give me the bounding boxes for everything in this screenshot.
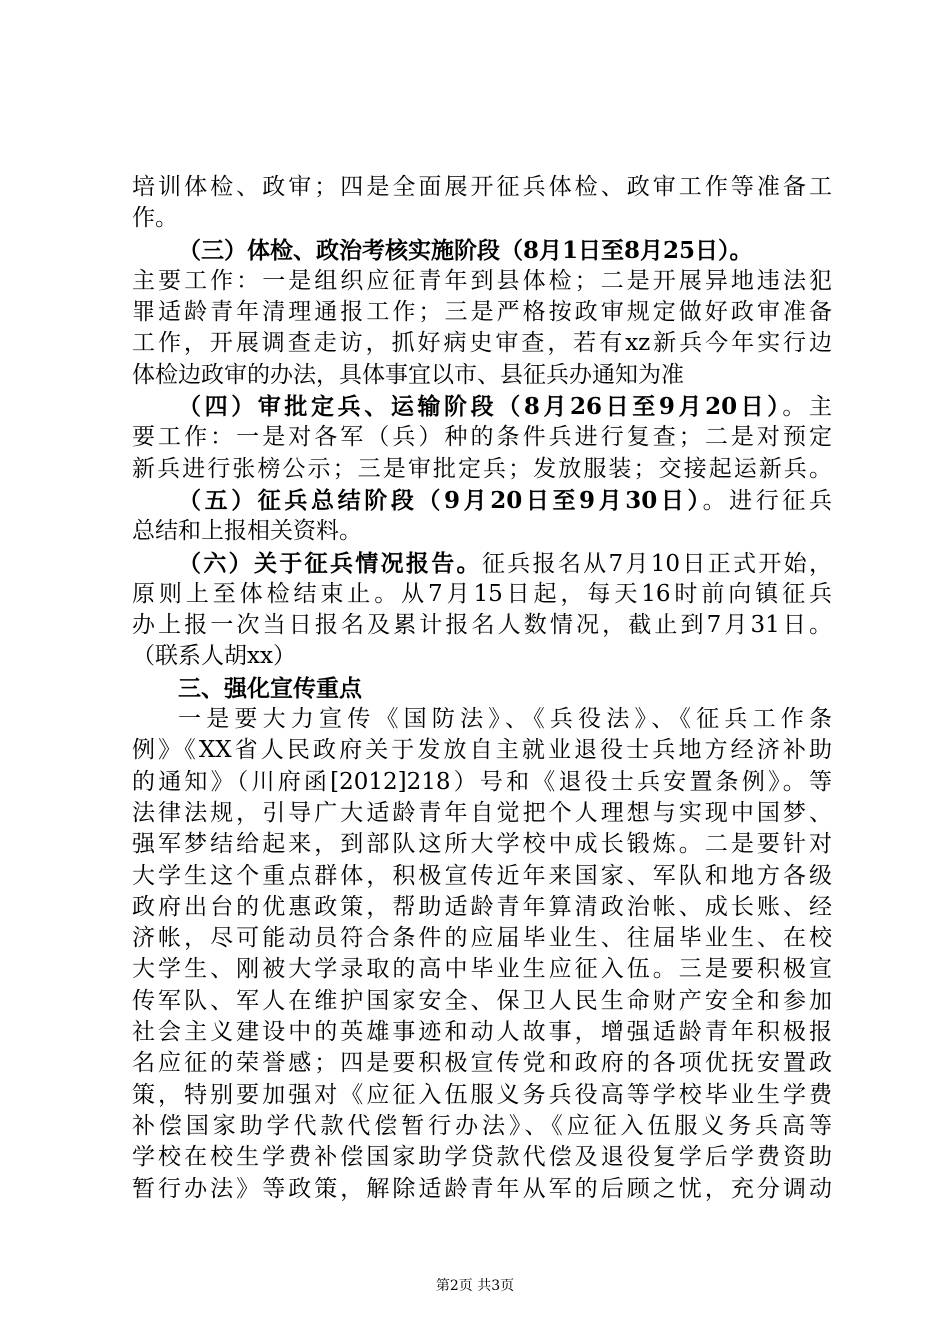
text-line xyxy=(132,1017,832,1048)
text-line xyxy=(132,235,832,266)
line-text: 征兵报名从7月10日正式开始， xyxy=(481,550,832,577)
text-line xyxy=(132,172,832,203)
text-line xyxy=(132,266,832,297)
line-text: 法律法规，引导广大适龄青年自觉把个人理想与实现中国梦、 xyxy=(132,799,832,826)
line-text: 暂行办法》等政策，解除适龄青年从军的后顾之忧，充分调动 xyxy=(132,1175,832,1202)
line-text: 作。 xyxy=(132,205,178,232)
line-text: 学校在校生学费补偿国家助学贷款代偿及退役复学后学费资助 xyxy=(132,1144,832,1171)
text-line xyxy=(132,579,832,610)
line-text: 新兵进行张榜公示；三是审批定兵；发放服装；交接起运新兵。 xyxy=(132,455,832,482)
document-body xyxy=(132,172,832,1205)
text-line xyxy=(132,203,832,234)
text-line xyxy=(132,986,832,1017)
line-text: 。主 xyxy=(782,394,832,421)
text-line xyxy=(132,735,832,766)
line-text: 总结和上报相关资料。 xyxy=(132,518,362,545)
line-text: 培训体检、政审；四是全面展开征兵体检、政审工作等准备工 xyxy=(132,174,832,200)
line-text: 传军队、军人在维护国家安全、保卫人民生命财产安全和参加 xyxy=(132,987,832,1014)
line-text: （联系人胡xx） xyxy=(132,643,296,670)
text-line xyxy=(132,861,832,892)
line-text: 例》《XX省人民政府关于发放自主就业退役士兵地方经济补助 xyxy=(132,737,832,764)
text-line xyxy=(132,454,832,485)
text-line xyxy=(132,798,832,829)
line-text: 大学生这个重点群体，积极宣传近年来国家、军队和地方各级 xyxy=(132,862,832,889)
text-line xyxy=(132,297,832,328)
line-text: 名应征的荣誉感；四是要积极宣传党和政府的各项优抚安置政 xyxy=(132,1050,832,1077)
page-footer: 第2页 共3页 xyxy=(435,1278,515,1294)
line-text: 强军梦结给起来，到部队这所大学校中成长锻炼。二是要针对 xyxy=(132,831,832,858)
text-line xyxy=(132,892,832,923)
line-text: 社会主义建设中的英雄事迹和动人故事，增强适龄青年积极报 xyxy=(132,1019,832,1046)
section-heading: 三、强化宣传重点 xyxy=(178,674,362,702)
line-text: 政府出台的优惠政策，帮助适龄青年算清政治帐、成长账、经 xyxy=(132,893,832,920)
line-text: 工作，开展调查走访，抓好病史审查，若有xz新兵今年实行边 xyxy=(132,330,832,357)
text-line xyxy=(132,954,832,985)
line-text: 策，特别要加强对《应征入伍服义务兵役高等学校毕业生学费 xyxy=(132,1081,832,1108)
text-line xyxy=(132,641,832,672)
text-line xyxy=(132,360,832,391)
line-text: 罪适龄青年清理通报工作；三是严格按政审规定做好政审准备 xyxy=(132,299,832,326)
text-line xyxy=(132,422,832,453)
line-text: 。进行征兵 xyxy=(702,487,832,514)
text-line xyxy=(132,485,832,516)
text-line xyxy=(132,516,832,547)
text-line xyxy=(132,548,832,579)
text-line xyxy=(132,610,832,641)
text-line xyxy=(132,1142,832,1173)
line-text: 补偿国家助学代款代偿暂行办法》、《应征入伍服义务兵高等 xyxy=(132,1112,832,1139)
line-text: 济帐，尽可能动员符合条件的应届毕业生、往届毕业生、在校 xyxy=(132,925,832,952)
bold-subheading: （六）关于征兵情况报告。 xyxy=(178,549,482,577)
bold-subheading: （三）体检、政治考核实施阶段（8月1日至8月25日）。 xyxy=(178,236,753,264)
bold-subheading: （五）征兵总结阶段（9月20日至9月30日） xyxy=(178,486,703,514)
bold-subheading: （四）审批定兵、运输阶段（8月26日至9月20日） xyxy=(178,393,783,421)
line-text: 办上报一次当日报名及累计报名人数情况，截止到7月31日。 xyxy=(132,612,832,639)
text-line xyxy=(132,829,832,860)
line-text: 要工作：一是对各军（兵）种的条件兵进行复查；二是对预定 xyxy=(132,424,832,451)
line-text: 一是要大力宣传《国防法》、《兵役法》、《征兵工作条 xyxy=(178,706,832,733)
text-line xyxy=(132,923,832,954)
text-line xyxy=(132,1048,832,1079)
text-line xyxy=(132,391,832,422)
line-text: 大学生、刚被大学录取的高中毕业生应征入伍。三是要积极宣 xyxy=(132,956,832,983)
text-line xyxy=(132,1080,832,1111)
text-line xyxy=(132,1111,832,1142)
line-text: 体检边政审的办法，具体事宜以市、县征兵办通知为准 xyxy=(132,361,684,388)
text-line xyxy=(132,704,832,735)
line-text: 主要工作：一是组织应征青年到县体检；二是开展异地违法犯 xyxy=(132,267,832,294)
line-text: 的通知》（川府函[2012]218）号和《退役士兵安置条例》。等 xyxy=(132,768,832,795)
text-line xyxy=(132,1174,832,1205)
text-line xyxy=(132,328,832,359)
text-line xyxy=(132,767,832,798)
line-text: 原则上至体检结束止。从7月15日起，每天16时前向镇征兵 xyxy=(132,580,832,607)
